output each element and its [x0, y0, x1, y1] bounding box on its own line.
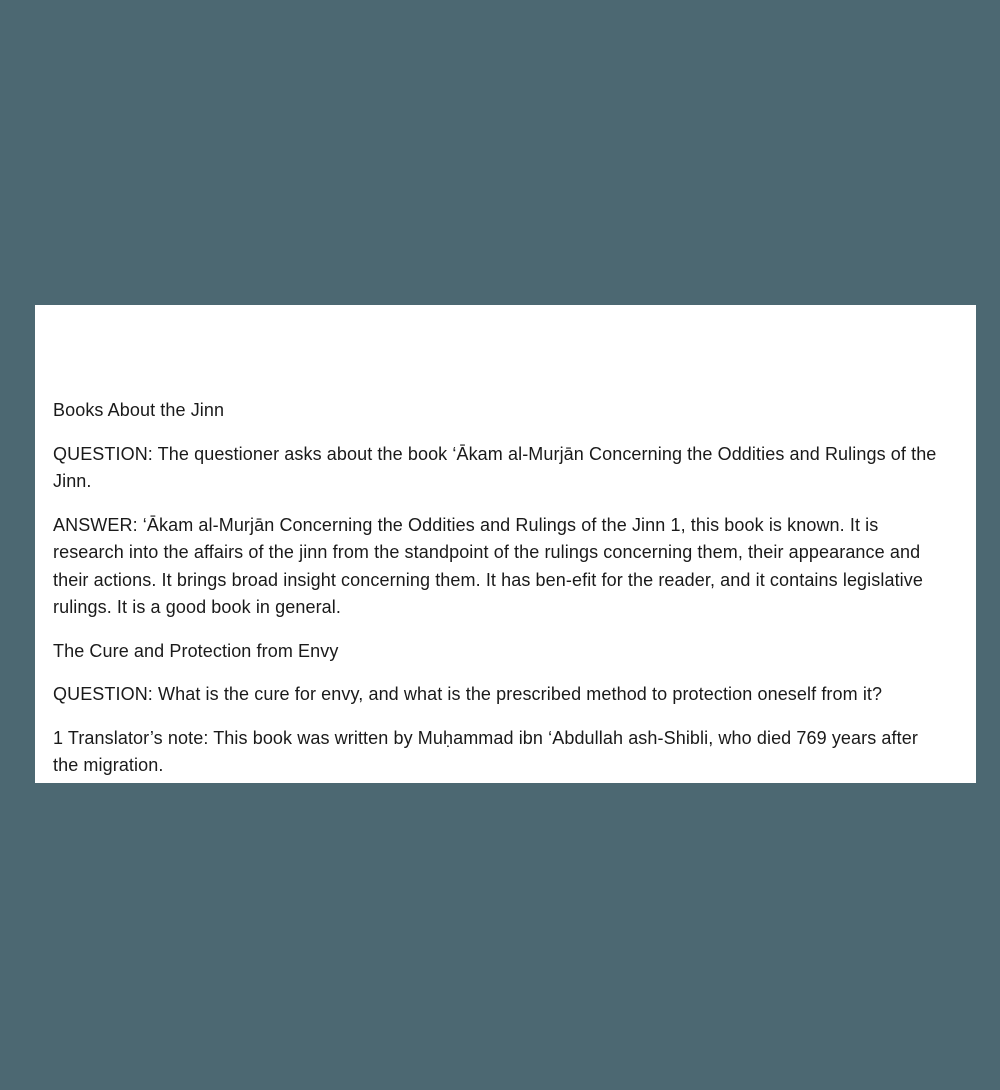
document-page [35, 305, 976, 783]
section-heading: The Cure and Protection from Envy [53, 640, 339, 661]
question-paragraph: QUESTION: What is the cure for envy, and what is the prescribed method to protection oneself from it? [53, 684, 883, 704]
section-heading: Books About the Jinn [53, 400, 225, 420]
footnote-paragraph: 1 Translator’s note: This book was written by Muḥammad ibn ‘Abdullah ash-Shibli, who died 769 years after the migration. [53, 727, 918, 775]
answer-paragraph: ANSWER: ‘Ākam al-Murjān Concerning the Oddities and Rulings of the Jinn 1, this book is known. It is research into the affairs of the jinn from the standpoint of the rulings concerning them, their appearance and their actions. It brings broad insight concerning them. It has ben-efit for the reader, and it contains legislative rulings. It is a good book in general. [53, 514, 923, 617]
question-paragraph: QUESTION: The questioner asks about the book ‘Ākam al-Murjān Concerning the Oddities and Rulings of the Jinn. [53, 443, 937, 491]
